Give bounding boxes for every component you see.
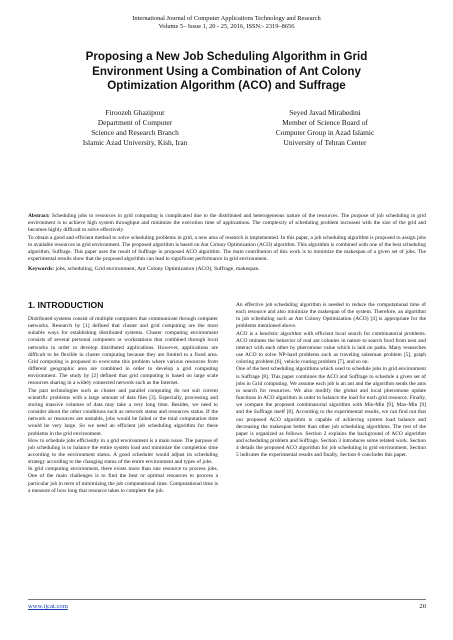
paper-title bbox=[30, 50, 423, 94]
author-affiliation: Islamic Azad University, Kish, Iran bbox=[82, 138, 188, 147]
author-affiliation: Science and Research Branch bbox=[91, 128, 179, 137]
author-name: Firoozeh Ghazipour bbox=[105, 108, 165, 117]
right-column bbox=[236, 302, 426, 459]
body-paragraph: How to schedule jobs efficiently in a grid environment is a main issue. The purpose of job scheduling is to balance the entire system load and minimize the completion time according to the environment status. A good scheduler would adjust its scheduling strategy according to the changing status of the entire environment and types of jobs. bbox=[28, 437, 218, 466]
body-paragraph: The past technologies such as cluster and parallel computing do not suit current scientific problems with a large amount of data files [3]. Especially, processing and storing massive volumes of data may take a very long time. Besides, we need to consider about the other conditions such as network status and resources status. If the network or resources are unstable, jobs would be failed or the total computation time would be very large. So we need an efficient job scheduling algorithm for these problems in the grid environment. bbox=[28, 387, 218, 437]
body-paragraph: ACO is a heuristic algorithm with efficient local search for combinatorial problems. ACO imitates the behavior of real ant colonies in nature to search food from nest and interact with each other by pheromone value which is laid on paths. Many researches use ACO to solve NP-hard problems such as traveling salesman problem [5], graph coloring problem [6], vehicle routing problem [7], and so on. bbox=[236, 330, 426, 366]
author-affiliation: Computer Group in Azad Islamic bbox=[275, 128, 375, 137]
body-paragraph: One of the best scheduling algorithms which used to schedule jobs in grid environment is Suffrage [8]. This paper combines the ACO and Suffrage to schedule a given set of jobs in Grid computing. We assume each job is an ant and the algorithm sends the ants to search for resources. We also modify the global and local pheromone update functions in ACO algorithm in order to balance the load for each grid resource. Finally, we compare the proposed combinatorial algorithm with Min-Min [9], Max-Min [9] and the Suffrage itself [8]. According to the experimental results, we can find out that our proposed ACO algorithm is capable of achieving system load balance and decreasing the makespan better than other job scheduling algorithms. The rest of the paper is organized as follows. Section 2 explains the background of ACO algorithm and scheduling problem and Suffrage. Section 3 introduces some related work. Section 4 details the proposed ACO algorithm for job scheduling in grid environment. Section 5 indicates the experimental results and finally, Section 6 concludes this paper. bbox=[236, 366, 426, 459]
keywords bbox=[28, 266, 426, 273]
abstract-paragraph-1 bbox=[28, 213, 426, 235]
body-paragraph: Distributed systems consist of multiple computers that communicate through computer networks. Research by [1] defined that cluster and grid computing are the most suitable ways for establishing distributed systems. Cluster computing environment consists of several personal computers or workstations that combined through local networks in order to develop distributed applications. However, applications are difficult to be flexible in cluster computing because they are limited to a fixed area. Grid computing is proposed to overcome this problem where various resources from different geographic area are combined in order to develop a grid computing environment. The study by [2] defined that grid computing is based on large scale resources sharing in a widely connected network such as the Internet. bbox=[28, 316, 218, 387]
page-number: 20 bbox=[419, 603, 426, 610]
title-line-1: Proposing a New Job Scheduling Algorithm in Grid bbox=[85, 50, 368, 63]
author-affiliation: Member of Science Board of bbox=[282, 118, 368, 127]
title-line-3: Optimization Algorithm (ACO) and Suffrage bbox=[107, 79, 346, 93]
author-affiliation: Department of Computer bbox=[97, 118, 173, 127]
abstract bbox=[28, 213, 426, 263]
footer-divider bbox=[28, 599, 426, 600]
author-1 bbox=[40, 108, 230, 148]
title-line-2: Environment Using a Combination of Ant Colony bbox=[92, 64, 361, 78]
author-name: Seyed Javad Mirabedini bbox=[289, 108, 361, 117]
body-paragraph: In grid computing environment, there exists more than one resource to process jobs. One of the main challenges is to find the best or optimal resources to process a particular job in term of minimizing the job computational time. Computational time is a measure of how long that resource takes to complete the job. bbox=[28, 466, 218, 494]
footer-url-link[interactable]: www.ijcat.com bbox=[28, 603, 68, 610]
keywords-text: jobs, scheduling, Grid environment, Ant Colony Optimization (ACO), Suffrage, makespan. bbox=[54, 266, 260, 272]
body-paragraph: An effective job scheduling algorithm is needed to reduce the computational time of each resource and also minimize the makespan of the system. Therefore, an algorithm in job scheduling such as Ant Colony Optimization (ACO) [4] is appropriate for the problems mentioned above. bbox=[236, 302, 426, 330]
author-2 bbox=[230, 108, 420, 148]
journal-name: International Journal of Computer Applications Technology and Research bbox=[132, 15, 321, 22]
abstract-paragraph-2: To obtain a good and efficient method to solve scheduling problems in grid, a new area of research is implemented. In this paper, a job scheduling algorithm is proposed to assign jobs to available resources in grid environment. The proposed algorithm is based on Ant Colony Optimization (ACO) algorithm. This algorithm is combined with one of the best scheduling algorithm, Suffrage. This paper uses the result of Suffrage in proposed ACO algorithm. The main contribution of this work is to minimize the makespan of a given set of jobs. The experimental results show that the proposed algorithm can lead to significant performance in grid environment. bbox=[28, 234, 426, 263]
author-affiliation: University of Tehran Center bbox=[283, 138, 367, 147]
keywords-label: Keywords: bbox=[28, 266, 55, 272]
journal-header bbox=[0, 15, 453, 31]
section-heading: 1. INTRODUCTION bbox=[28, 300, 104, 310]
journal-volume: Volume 5– Issue 1, 20 - 25, 2016, ISSN:- 2319–8656 bbox=[158, 23, 295, 30]
left-column bbox=[28, 300, 218, 495]
abstract-text: Scheduling jobs to resources in grid computing is complicated due to the distributed and heterogeneous nature of the resources. The purpose of job scheduling in grid environment is to achieve high system throughput and minimize the execution time of applications. The complexity of scheduling problem increases with the size of the grid and becomes highly difficult to solve effectively. bbox=[28, 213, 426, 234]
abstract-label: Abstract: bbox=[28, 213, 50, 219]
